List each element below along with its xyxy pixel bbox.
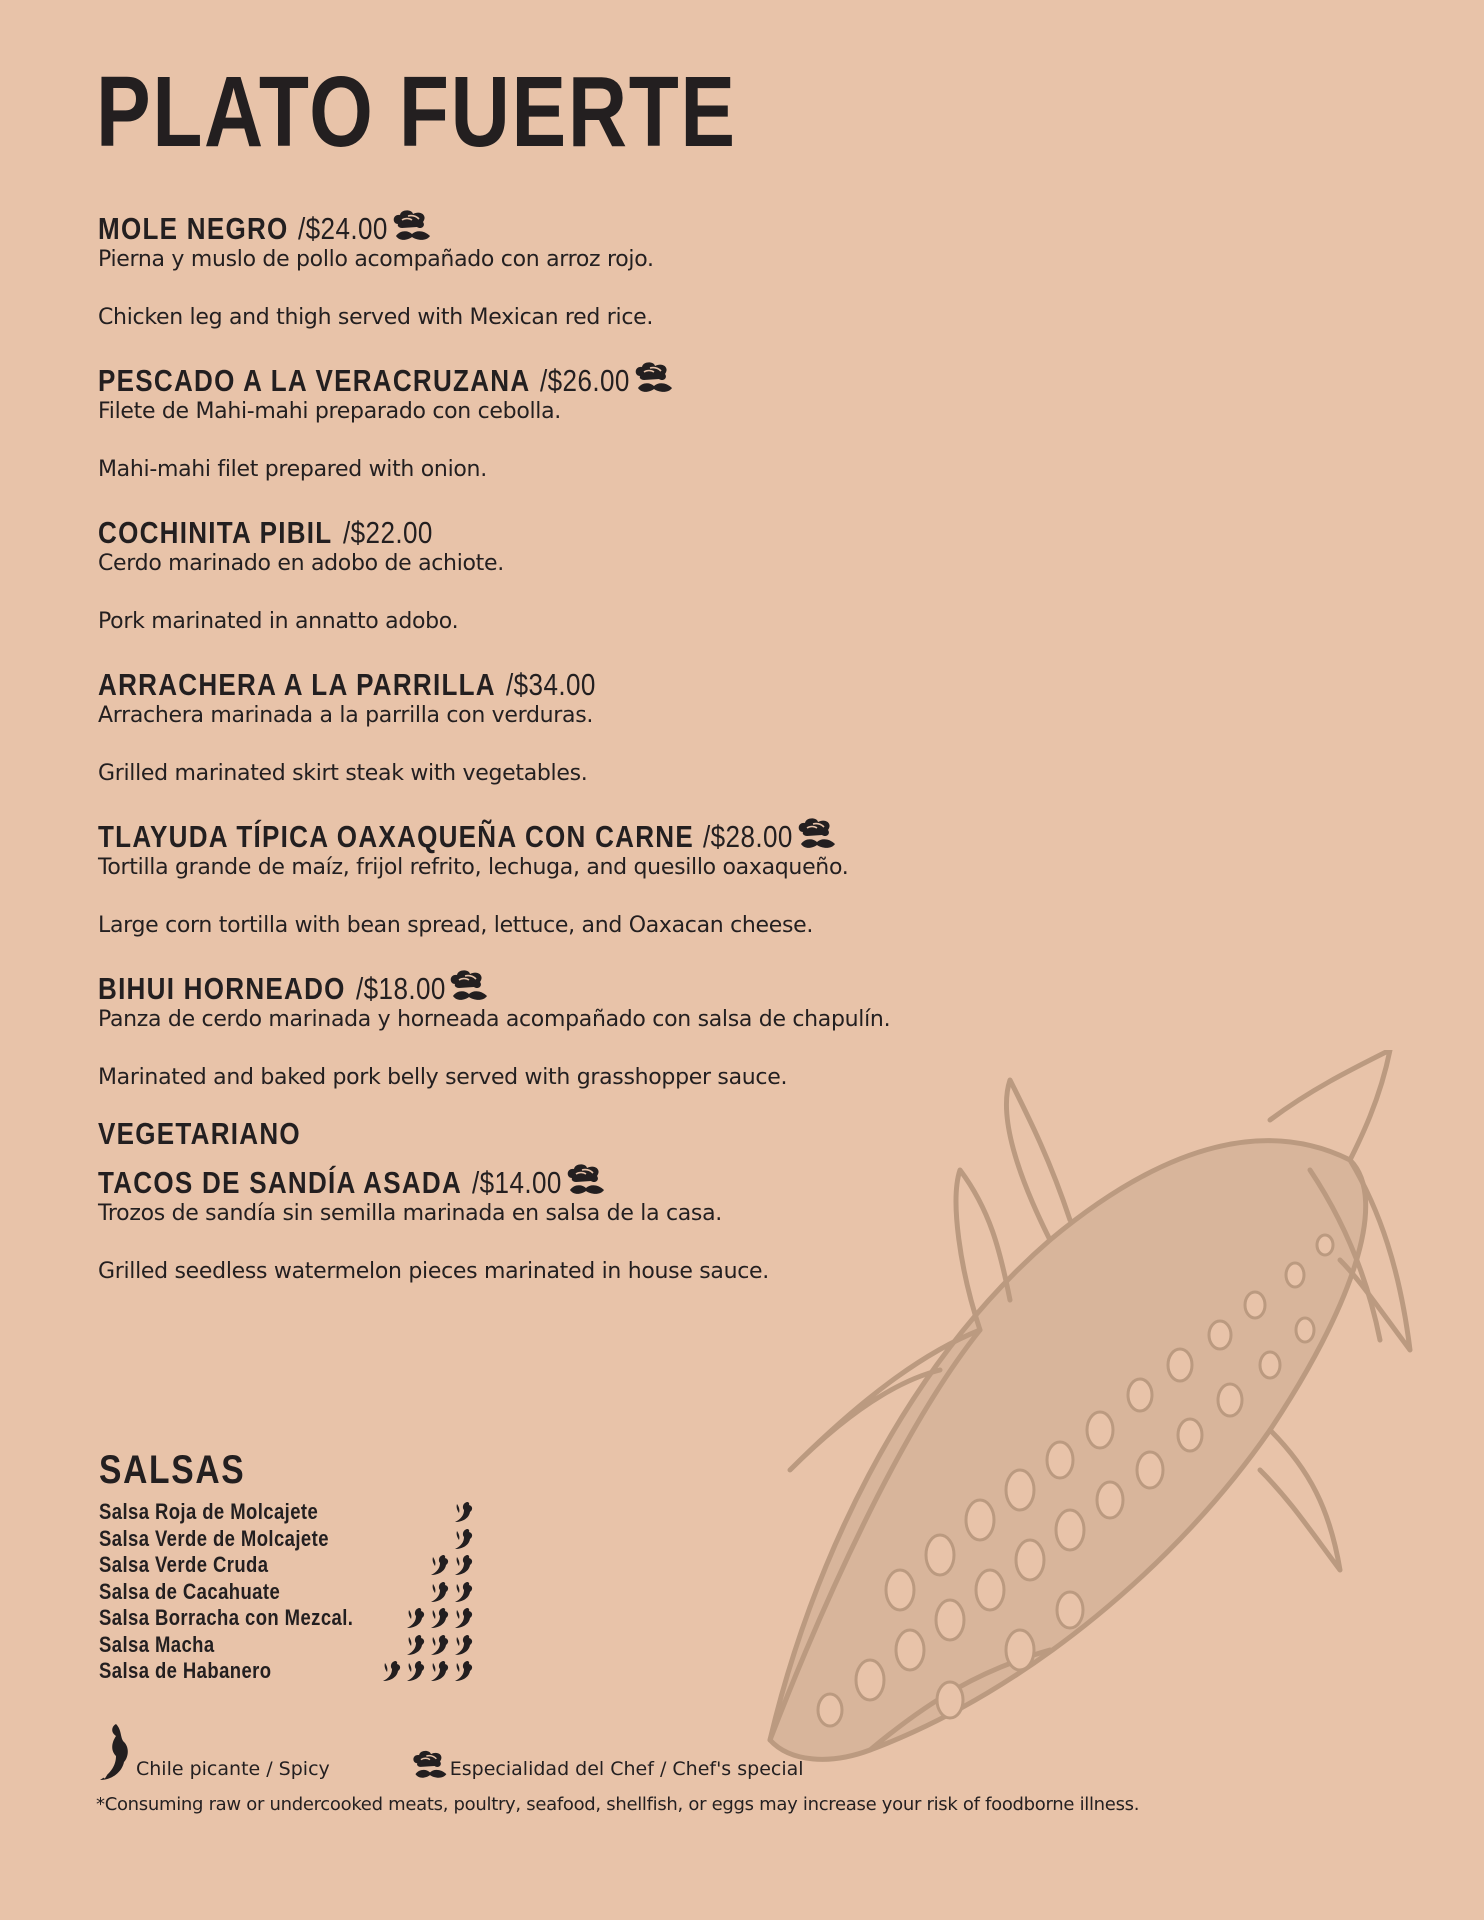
chef-special-icon <box>410 1750 450 1782</box>
item-description-en: Grilled seedless watermelon pieces marinated in house sauce. <box>98 1259 769 1284</box>
salsas-title: SALSAS <box>99 1448 246 1492</box>
salsa-row <box>99 1499 475 1526</box>
salsa-name: Salsa Verde Cruda <box>99 1552 269 1578</box>
item-description-es: Filete de Mahi-mahi preparado con cebolla. <box>98 399 561 424</box>
item-description-es: Pierna y muslo de pollo acompañado con arroz rojo. <box>98 247 654 272</box>
item-name: ARRACHERA A LA PARRILLA <box>98 667 496 702</box>
salsa-name: Salsa Macha <box>99 1631 215 1657</box>
salsa-row <box>99 1605 475 1632</box>
menu-item-head <box>98 502 1078 548</box>
menu-item-head <box>98 654 1078 700</box>
spice-level <box>403 1606 475 1630</box>
chile-pepper-icon <box>427 1580 451 1604</box>
chile-pepper-icon <box>451 1606 475 1630</box>
salsa-name: Salsa Verde de Molcajete <box>99 1525 329 1551</box>
chile-pepper-icon <box>451 1633 475 1657</box>
spice-level <box>427 1553 475 1577</box>
chile-pepper-icon <box>96 1722 136 1782</box>
chile-pepper-icon <box>427 1606 451 1630</box>
menu-item <box>98 654 1078 788</box>
chef-special-icon <box>632 362 676 396</box>
chile-pepper-icon <box>451 1500 475 1524</box>
salsa-row <box>99 1552 475 1579</box>
chile-pepper-icon <box>451 1659 475 1683</box>
spice-level <box>451 1527 475 1551</box>
item-description-es: Cerdo marinado en adobo de achiote. <box>98 551 504 576</box>
item-description-es: Tortilla grande de maíz, frijol refrito, lechuga, and quesillo oaxaqueño. <box>98 855 849 880</box>
salsas-section <box>99 1448 499 1685</box>
chef-special-icon <box>564 1164 608 1198</box>
item-price: /$24.00 <box>298 211 389 246</box>
legend-spicy <box>96 1722 330 1782</box>
salsa-list <box>99 1499 499 1685</box>
chef-special-icon <box>447 970 491 1004</box>
chile-pepper-icon <box>379 1659 403 1683</box>
item-price: /$28.00 <box>703 819 794 854</box>
salsa-row <box>99 1526 475 1553</box>
chef-special-icon <box>390 210 434 244</box>
item-name: COCHINITA PIBIL <box>98 515 333 550</box>
legend-chef-label: Especialidad del Chef / Chef's special <box>449 1758 804 1780</box>
menu-item <box>98 198 1078 332</box>
chile-pepper-icon <box>427 1633 451 1657</box>
menu-item-head <box>98 806 1078 852</box>
chile-pepper-icon <box>427 1553 451 1577</box>
chile-pepper-icon <box>451 1580 475 1604</box>
salsa-name: Salsa Borracha con Mezcal. <box>99 1605 354 1631</box>
salsa-name: Salsa Roja de Molcajete <box>99 1499 319 1525</box>
menu-items <box>98 198 1078 1092</box>
legend-spicy-label: Chile picante / Spicy <box>136 1758 330 1780</box>
salsa-name: Salsa de Cacahuate <box>99 1578 281 1604</box>
menu-item-head <box>98 198 1078 244</box>
menu-item-head <box>98 350 1078 396</box>
salsa-row <box>99 1658 475 1685</box>
menu-item <box>98 806 1078 940</box>
corn-illustration <box>750 1050 1430 1770</box>
item-name: TACOS DE SANDÍA ASADA <box>98 1165 463 1200</box>
chile-pepper-icon <box>451 1527 475 1551</box>
item-name: BIHUI HORNEADO <box>98 971 346 1006</box>
item-price: /$26.00 <box>540 363 631 398</box>
item-description-en: Large corn tortilla with bean spread, lettuce, and Oaxacan cheese. <box>98 913 814 938</box>
vegetarian-heading: VEGETARIANO <box>98 1116 301 1151</box>
page-title: PLATO FUERTE <box>96 56 737 168</box>
item-description-en: Pork marinated in annatto adobo. <box>98 609 459 634</box>
legend-chef <box>410 1750 804 1782</box>
menu-item-head <box>98 958 1078 1004</box>
chile-pepper-icon <box>427 1659 451 1683</box>
chile-pepper-icon <box>451 1553 475 1577</box>
spice-level <box>379 1659 475 1683</box>
item-price: /$14.00 <box>472 1165 563 1200</box>
item-description-en: Mahi-mahi filet prepared with onion. <box>98 457 487 482</box>
spice-level <box>451 1500 475 1524</box>
item-description-es: Arrachera marinada a la parrilla con verduras. <box>98 703 594 728</box>
salsa-row <box>99 1632 475 1659</box>
menu-item <box>98 350 1078 484</box>
item-price: /$22.00 <box>342 515 433 550</box>
item-price: /$34.00 <box>505 667 596 702</box>
chef-special-icon <box>795 818 839 852</box>
chile-pepper-icon <box>403 1606 427 1630</box>
item-name: MOLE NEGRO <box>98 211 289 246</box>
item-description-en: Chicken leg and thigh served with Mexican red rice. <box>98 305 654 330</box>
item-description-en: Marinated and baked pork belly served with grasshopper sauce. <box>98 1065 788 1090</box>
chile-pepper-icon <box>403 1659 427 1683</box>
item-price: /$18.00 <box>355 971 446 1006</box>
menu-item <box>98 502 1078 636</box>
spice-level <box>427 1580 475 1604</box>
item-description-en: Grilled marinated skirt steak with vegetables. <box>98 761 588 786</box>
legend <box>96 1722 804 1782</box>
item-name: PESCADO A LA VERACRUZANA <box>98 363 531 398</box>
salsa-name: Salsa de Habanero <box>99 1658 272 1684</box>
item-description-es: Trozos de sandía sin semilla marinada en salsa de la casa. <box>98 1201 722 1226</box>
item-description-es: Panza de cerdo marinada y horneada acompañado con salsa de chapulín. <box>98 1007 891 1032</box>
salsa-row <box>99 1579 475 1606</box>
disclaimer: *Consuming raw or undercooked meats, poultry, seafood, shellfish, or eggs may increase your risk of foodborne illness. <box>96 1794 1140 1815</box>
item-name: TLAYUDA TÍPICA OAXAQUEÑA CON CARNE <box>98 819 694 854</box>
chile-pepper-icon <box>403 1633 427 1657</box>
spice-level <box>403 1633 475 1657</box>
